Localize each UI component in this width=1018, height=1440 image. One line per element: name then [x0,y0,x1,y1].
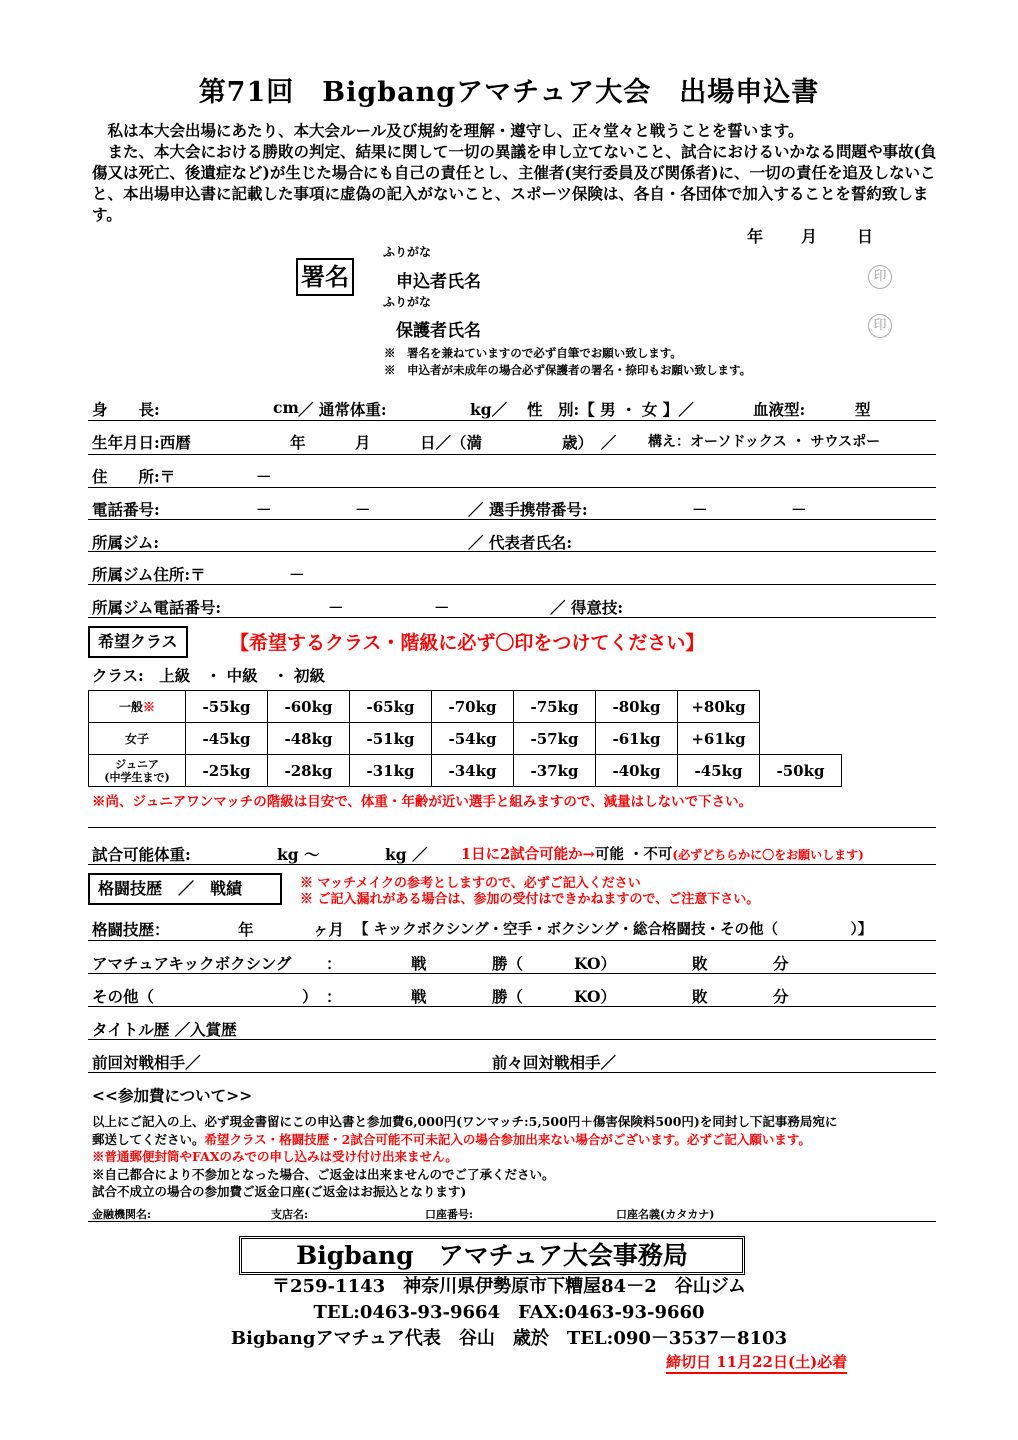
birth-day-unit: 日／（満 [420,433,483,452]
deadline: 締切日 11月22日(土)必着 [666,1351,847,1374]
table-row [89,755,842,787]
fee-line-1: 以上にご記入の上、必ず現金書留にこの申込書と参加費6,000円(ワンマッチ:5,500円＋傷害保険料500円)を同封し下記事務局宛に [92,1114,838,1129]
weight-cell[interactable]: -65kg [350,691,432,723]
gym-label: 所属ジム: [92,533,160,552]
bank-name-label: 金融機関名: [92,1208,152,1221]
history-month-unit: ヶ月 [313,920,345,939]
phone-dash-1: － [256,500,272,519]
birth-month-unit: 月 [355,433,371,452]
weight-cell[interactable]: -31kg [350,755,432,787]
other-record-line[interactable] [88,1006,936,1007]
table-row [89,691,842,723]
history-line[interactable] [88,940,936,941]
amateur-colon: ： [326,954,342,973]
other-draws-unit: 分 [773,987,789,1006]
stance-select[interactable]: 構え：オーソドックス ・ サウスポー [648,434,881,450]
weight-cell[interactable]: -40kg [596,755,678,787]
fee-line-5: 試合不成立の場合の参加費ご返金口座(ご返金はお振込となります) [92,1184,467,1199]
applicant-furigana-label: ふりがな [383,245,432,259]
other-ko-unit: KO） [574,987,617,1006]
match-weight-unit-2: kg ／ [385,845,428,864]
gym-phone-dash-1: － [328,598,344,617]
fee-line-4: ※自己都合により不参加となった場合、ご返金は出来ませんのでご了承ください。 [92,1166,555,1182]
title-history-line[interactable] [88,1039,936,1040]
weight-cell[interactable]: -54kg [432,723,514,755]
height-row-line[interactable] [88,420,936,421]
amateur-ko-unit: KO） [574,954,617,973]
weight-cell[interactable]: -51kg [350,723,432,755]
two-match-answer[interactable]: 可能 ・不可 [594,846,673,863]
row-label-general: 一般※ [89,691,186,723]
gym-address-row-line[interactable] [88,584,936,585]
match-weight-label: 試合可能体重: [92,845,191,864]
height-label: 身 長: [92,400,160,419]
weight-unit: kg／ [470,400,508,419]
gym-row-line[interactable] [88,551,936,552]
phone-label: 電話番号: [92,500,160,519]
applicant-name-label[interactable]: 申込者氏名 [396,272,481,292]
account-holder-label: 口座名義(カタカナ) [616,1208,715,1221]
row-label-junior: ジュニア (中学生まで) [89,755,186,787]
bank-line[interactable] [88,1221,936,1222]
pledge-text [92,120,942,225]
record-note-2: ※ ご記入漏れがある場合は、参加の受付はできかねますので、ご注意下さい。 [300,892,760,907]
guardian-furigana-label: ふりがな [383,295,432,309]
office-address: 〒259-1143 神奈川県伊勢原市下糟屋84－2 谷山ジム [272,1276,746,1297]
weight-cell[interactable]: -80kg [596,691,678,723]
record-note-1: ※ マッチメイクの参考としますので、必ずご記入ください [300,876,641,891]
weight-cell[interactable]: +61kg [678,723,760,755]
office-tel-fax: TEL:0463-93-9664 FAX:0463-93-9660 [313,1302,705,1323]
junior-class-note: ※尚、ジュニアワンマッチの階級は目安で、体重・年齢が近い選手と組みますので、減量はしないで下さい。 [92,794,753,810]
other-colon: ： [326,987,342,1006]
class-instruction: 【希望するクラス・階級に必ず〇印をつけてください】 [230,632,705,654]
branch-name-label: 支店名: [271,1208,309,1221]
fee-line-2: 郵送してください。希望クラス・格闘技歴・2試合可能不可未記入の場合参加出来ない場合がございます。必ずご記入願います。 [92,1131,811,1147]
weight-class-table [88,690,842,787]
guardian-name-label[interactable]: 保護者氏名 [396,321,481,341]
blood-type-unit: 型 [855,400,871,419]
record-box-label: 格闘技歴 ／ 戦績 [88,873,282,905]
history-label: 格闘技歴： [92,920,170,939]
mobile-dash-2: － [791,500,807,519]
pledge-paragraph-1: 私は本大会出場にあたり、本大会ルール及び規約を理解・遵守し、正々堂々と戦うことを誓います。 [92,121,804,140]
signature-box-label: 署名 [296,258,354,296]
other-wins-unit: 勝（ [492,987,524,1006]
mobile-label: ／ 選手携帯番号: [468,500,588,519]
phone-row-line[interactable] [88,519,936,520]
date-month: 月 [801,227,818,246]
fee-heading: <<参加費について>> [92,1086,253,1105]
weight-cell[interactable]: -48kg [268,723,350,755]
amateur-losses-unit: 敗 [692,954,708,973]
gym-phone-label: 所属ジム電話番号: [92,598,222,617]
weight-cell[interactable]: -57kg [514,723,596,755]
match-weight-line[interactable] [88,864,936,865]
address-label: 住 所:〒 [92,467,176,486]
height-unit: cm [273,398,299,417]
other-losses-unit: 敗 [692,987,708,1006]
empty-cell [760,723,842,755]
weight-cell[interactable]: -70kg [432,691,514,723]
weight-cell[interactable]: -37kg [514,755,596,787]
weight-cell[interactable]: -28kg [268,755,350,787]
mobile-dash-1: － [692,500,708,519]
weight-cell[interactable]: -60kg [268,691,350,723]
amateur-wins-unit: 勝（ [492,954,524,973]
representative-label: ／ 代表者氏名: [468,533,573,552]
two-match-question: 1日に2試合可能か→可能 ・不可(必ずどちらかに〇をお願いします) [461,846,864,863]
signature-note-2: ※ 申込者が未成年の場合必ず保護者の署名・捺印もお願い致します。 [384,363,752,377]
weight-cell[interactable]: +80kg [678,691,760,723]
amateur-kickboxing-label: アマチュアキックボクシング [92,954,292,973]
row-label-women: 女子 [89,723,186,755]
gym-postal-dash: － [289,565,305,584]
empty-cell [760,691,842,723]
seal-icon: 印 [868,314,892,338]
previous-2-opponent-label: 前々回対戦相手／ [492,1053,617,1072]
blood-type-label: 血液型: [753,400,806,419]
desired-class-box-label: 希望クラス [88,626,188,658]
weight-cell[interactable]: -45kg [678,755,760,787]
opponent-line[interactable] [88,1072,936,1073]
amateur-line[interactable] [88,973,936,974]
birth-year-unit: 年 [290,433,306,452]
birth-row-line[interactable] [88,454,936,455]
fee-text [92,1113,837,1201]
other-bouts-unit: 戦 [411,987,427,1006]
title-history-label: タイトル歴 ／入賞歴 [92,1020,237,1039]
other-record-close: ） [302,987,318,1006]
date-year: 年 [747,227,764,246]
pledge-paragraph-2: また、本大会における勝敗の判定、結果に関して一切の異議を申し立てないこと、試合におけるいかなる問題や事故(負傷又は死亡、後遺症など)が生じた場合にも自己の責任とし、主催者(実行委員及び関係者)に、一切の責任を追及しないこと、本出場申込書に記載した事項に虚偽の記入がないこと、スポーツ保険は、各自・各団体で加入することを誓約致します。 [92,142,937,224]
postal-dash: － [256,467,272,486]
match-weight-unit-1: kg ～ [277,845,320,864]
history-types-select[interactable]: 【 キックボクシング・空手・ボクシング・総合格闘技・その他（ ）】 [354,921,873,938]
phone-dash-2: － [355,500,371,519]
previous-opponent-label: 前回対戦相手／ [92,1053,201,1072]
account-number-label: 口座番号: [425,1208,474,1221]
gym-phone-dash-2: － [434,598,450,617]
seal-icon: 印 [868,265,892,289]
amateur-bouts-unit: 戦 [411,954,427,973]
weight-cell[interactable]: -25kg [186,755,268,787]
signature-note-1: ※ 署名を兼ねていますので必ず自筆でお願い致します。 [384,346,682,360]
office-representative: Bigbangアマチュア代表 谷山 歳於 TEL:090－3537－8103 [230,1328,788,1349]
weight-cell[interactable]: -61kg [596,723,678,755]
office-name: Bigbang アマチュア大会事務局 [239,1236,745,1275]
special-technique-label: ／ 得意技: [550,598,624,617]
weight-cell[interactable]: -34kg [432,755,514,787]
age-unit: 歳） ／ [562,433,617,452]
birth-date-label: 生年月日:西暦 [92,433,191,452]
gym-phone-row-line[interactable] [88,617,936,618]
weight-cell[interactable]: -75kg [514,691,596,723]
fee-line-3: ※普通郵便封筒やFAXのみでの申し込みは受け付け出来ません。 [92,1149,458,1164]
weight-cell[interactable]: -50kg [760,755,842,787]
weight-label: ／ 通常体重: [298,400,387,419]
page-title: 第71回 Bigbangアマチュア大会 出場申込書 [198,77,820,108]
weight-cell[interactable]: -55kg [186,691,268,723]
class-section-line [88,827,936,828]
class-level-select[interactable]: クラス: 上級 ・ 中級 ・ 初級 [92,666,326,685]
weight-cell[interactable]: -45kg [186,723,268,755]
gym-address-label: 所属ジム住所:〒 [92,565,206,584]
date-day: 日 [857,227,874,246]
general-mark: ※ [143,700,156,714]
address-row-line[interactable] [88,487,936,488]
table-row [89,723,842,755]
other-record-label: その他（ [92,987,155,1006]
history-year-unit: 年 [238,920,254,939]
amateur-draws-unit: 分 [773,954,789,973]
gender-select[interactable]: 性 別:【 男 ・ 女 】／ [527,400,694,419]
